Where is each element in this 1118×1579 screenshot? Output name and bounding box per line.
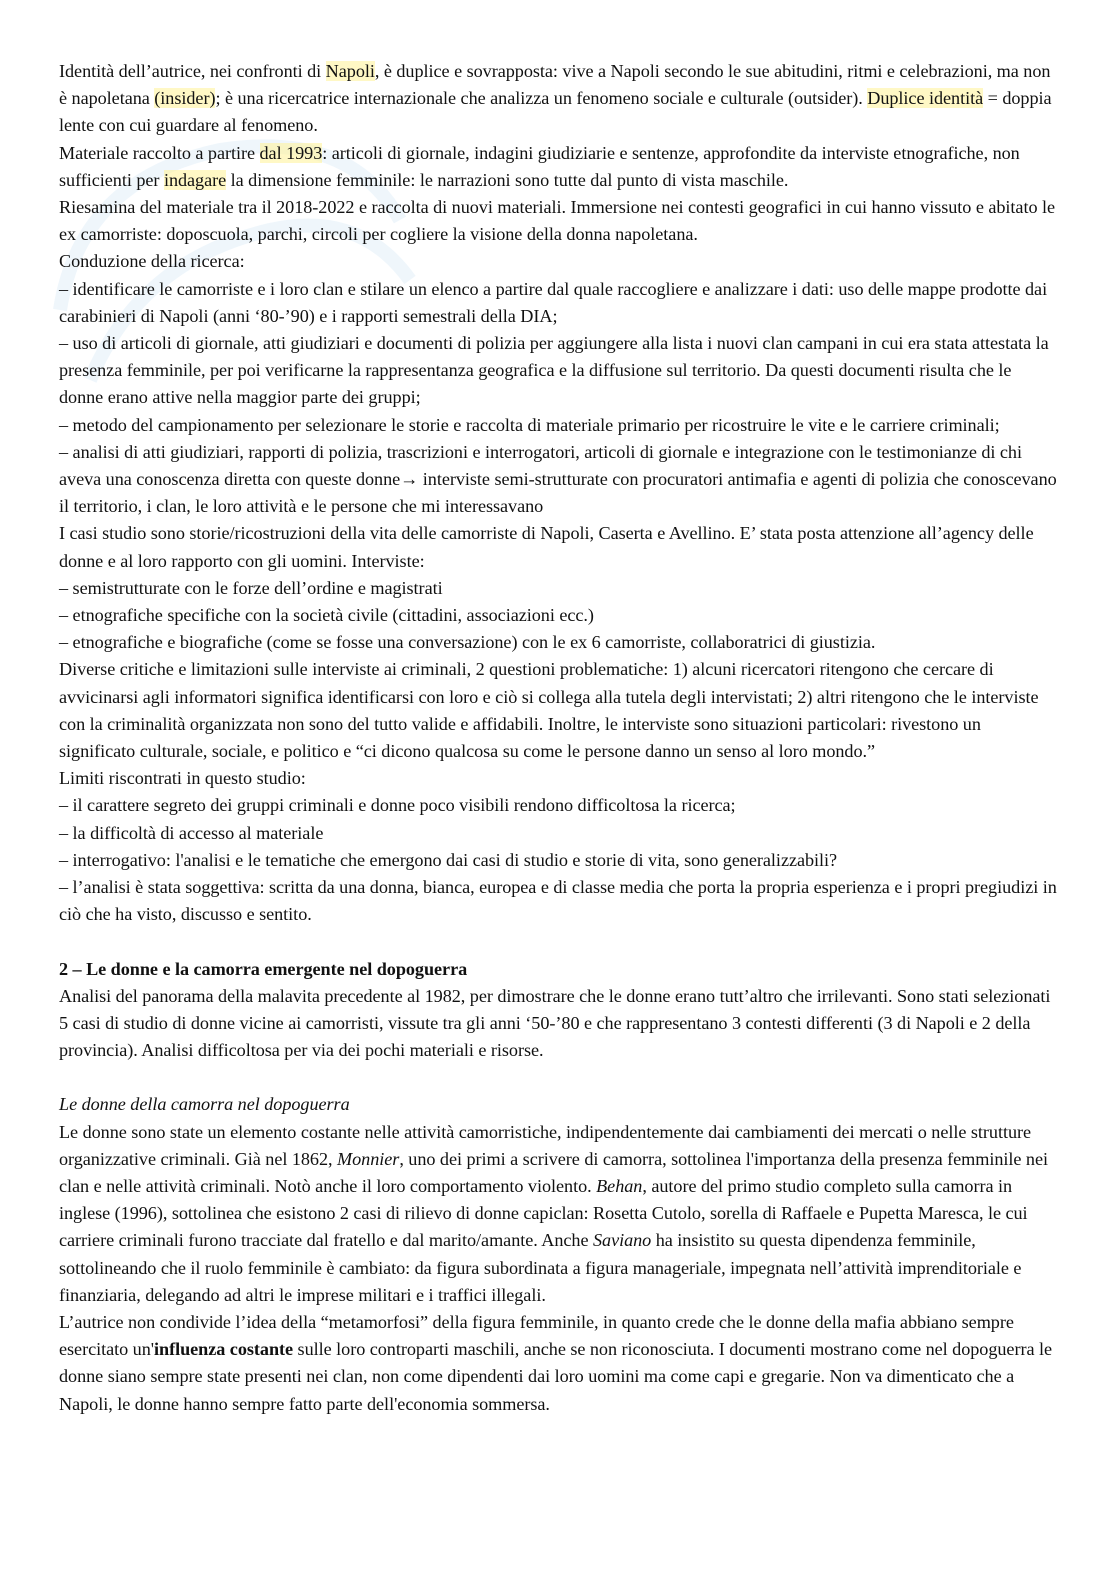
list-item: – metodo del campionamento per selezionare le storie e raccolta di materiale primario per ricostruire le vite e le carriere criminali; [59, 414, 1000, 435]
subsection-heading: Le donne della camorra nel dopoguerra [59, 1094, 350, 1115]
paragraph-author-identity: Identità dell’autrice, nei confronti di Napoli, è duplice e sovrapposta: vive a Napoli secondo le sue abitudini, ritmi e celebrazioni, ma non è napoletana (insider); è una ricercatrice internazionale che analizza un fenomeno sociale e culturale (outsider). Duplice identità = doppia lente con cui guardare al fenomeno. [59, 61, 1052, 136]
paragraph-postwar-overview: Analisi del panorama della malavita precedente al 1982, per dimostrare che le donne erano tutt’altro che irrilevanti. Sono stati selezionati 5 casi di studio di donne vicine ai camorristi, vissute tra gli anni ‘50-’80 e che rappresentano 3 contesti differenti (3 di Napoli e 2 della provincia). Analisi difficoltosa per via dei pochi materiali e risorse. [59, 985, 1051, 1061]
paragraph-research-method: Conduzione della ricerca: [59, 251, 245, 272]
paragraph-limits: Limiti riscontrati in questo studio: [59, 768, 306, 789]
paragraph-metamorphosis: L’autrice non condivide l’idea della “metamorfosi” della figura femminile, in quanto crede che le donne della mafia abbiano sempre esercitato un'influenza costante sulle loro controparti maschili, anche se non riconosciuta. I documenti mostrano come nel dopoguerra le donne siano sempre state presenti nei clan, non come dipendenti dai loro uomini ma come capi e gregarie. Non va dimenticato che a Napoli, le donne hanno sempre fatto parte dell'economia sommersa. [59, 1311, 1052, 1414]
list-item: – semistrutturate con le forze dell’ordine e magistrati [59, 577, 443, 598]
paragraph-case-studies: I casi studio sono storie/ricostruzioni della vita delle camorriste di Napoli, Caserta e Avellino. E’ stata posta attenzione all’agency delle donne e al loro rapporto con gli uomini. Interviste: [59, 523, 1034, 571]
paragraph-review: Riesamina del materiale tra il 2018-2022 e raccolta di nuovi materiali. Immersione nei contesti geografici in cui hanno vissuto e abitato le ex camorriste: doposcuola, parchi, circoli per cogliere la visione della donna napoletana. [59, 197, 1056, 245]
paragraph-women-camorra: Le donne sono state un elemento costante nelle attività camorristiche, indipendentemente dai cambiamenti dei mercati o nelle strutture organizzative criminali. Già nel 1862, Monnier, uno dei primi a scrivere di camorra, sottolinea l'importanza della presenza femminile nei clan e nelle attività criminali. Notò anche il loro comportamento violento. Behan, autore del primo studio completo sulla camorra in inglese (1996), sottolinea che esistono 2 casi di rilievo di donne capiclan: Rosetta Cutolo, sorella di Raffaele e Pupetta Maresca, le cui carriere criminali furono tracciate dal fratello e dal marito/amante. Anche Saviano ha insistito su questa dipendenza femminile, sottolineando che il ruolo femminile è cambiato: da figura subordinata a figura manageriale, impegnata nell’attività imprenditoriale e finanziaria, delegando ad altri le imprese militari e i traffici illegali. [59, 1121, 1048, 1305]
list-item: – etnografiche specifiche con la società civile (cittadini, associazioni ecc.) [59, 605, 594, 626]
list-item: – interrogativo: l'analisi e le tematiche che emergono dai casi di studio e storie di vita, sono generalizzabili? [59, 849, 838, 870]
list-item: – etnografiche e biografiche (come se fosse una conversazione) con le ex 6 camorriste, collaboratrici di giustizia. [59, 632, 876, 653]
document-page [59, 58, 1059, 1418]
list-item: – il carattere segreto dei gruppi criminali e donne poco visibili rendono difficoltosa la ricerca; [59, 795, 736, 816]
paragraph-material: Materiale raccolto a partire dal 1993: articoli di giornale, indagini giudiziarie e sentenze, approfondite da interviste etnografiche, non sufficienti per indagare la dimensione femminile: le narrazioni sono tutte dal punto di vista maschile. [59, 142, 1020, 190]
list-item: – uso di articoli di giornale, atti giudiziari e documenti di polizia per aggiungere alla lista i nuovi clan campani in cui era stata attestata la presenza femminile, per poi verificarne la rappresentanza geografica e la diffusione sul territorio. Da questi documenti risulta che le donne erano attive nella maggior parte dei gruppi; [59, 333, 1049, 408]
paragraph-criticism: Diverse critiche e limitazioni sulle interviste ai criminali, 2 questioni problematiche: 1) alcuni ricercatori ritengono che cercare di avvicinarsi agli informatori significa identificarsi con loro e ciò si collega alla tutela degli intervistati; 2) altri ritengono che le interviste con la criminalità organizzata non sono del tutto valide e affidabili. Inoltre, le interviste sono situazioni particolari: rivestono un significato culturale, sociale, e politico e “ci dicono qualcosa su come le persone danno un senso al loro mondo.” [59, 659, 1039, 762]
list-item: – analisi di atti giudiziari, rapporti di polizia, trascrizioni e interrogatori, articoli di giornale e integrazione con le testimonianze di chi aveva una conoscenza diretta con queste donne→ interviste semi-strutturate con procuratori antimafia e agenti di polizia che conoscevano il territorio, i clan, le loro attività e le persone che mi interessavano [59, 441, 1057, 517]
list-item: – l’analisi è stata soggettiva: scritta da una donna, bianca, europea e di classe media che porta la propria esperienza e i propri pregiudizi in ciò che ha visto, discusso e sentito. [59, 877, 1057, 925]
section-heading: 2 – Le donne e la camorra emergente nel dopoguerra [59, 958, 468, 979]
list-item: – la difficoltà di accesso al materiale [59, 822, 324, 843]
list-item: – identificare le camorriste e i loro clan e stilare un elenco a partire dal quale raccogliere e analizzare i dati: uso delle mappe prodotte dai carabinieri di Napoli (anni ‘80-’90) e i rapporti semestrali della DIA; [59, 278, 1048, 326]
